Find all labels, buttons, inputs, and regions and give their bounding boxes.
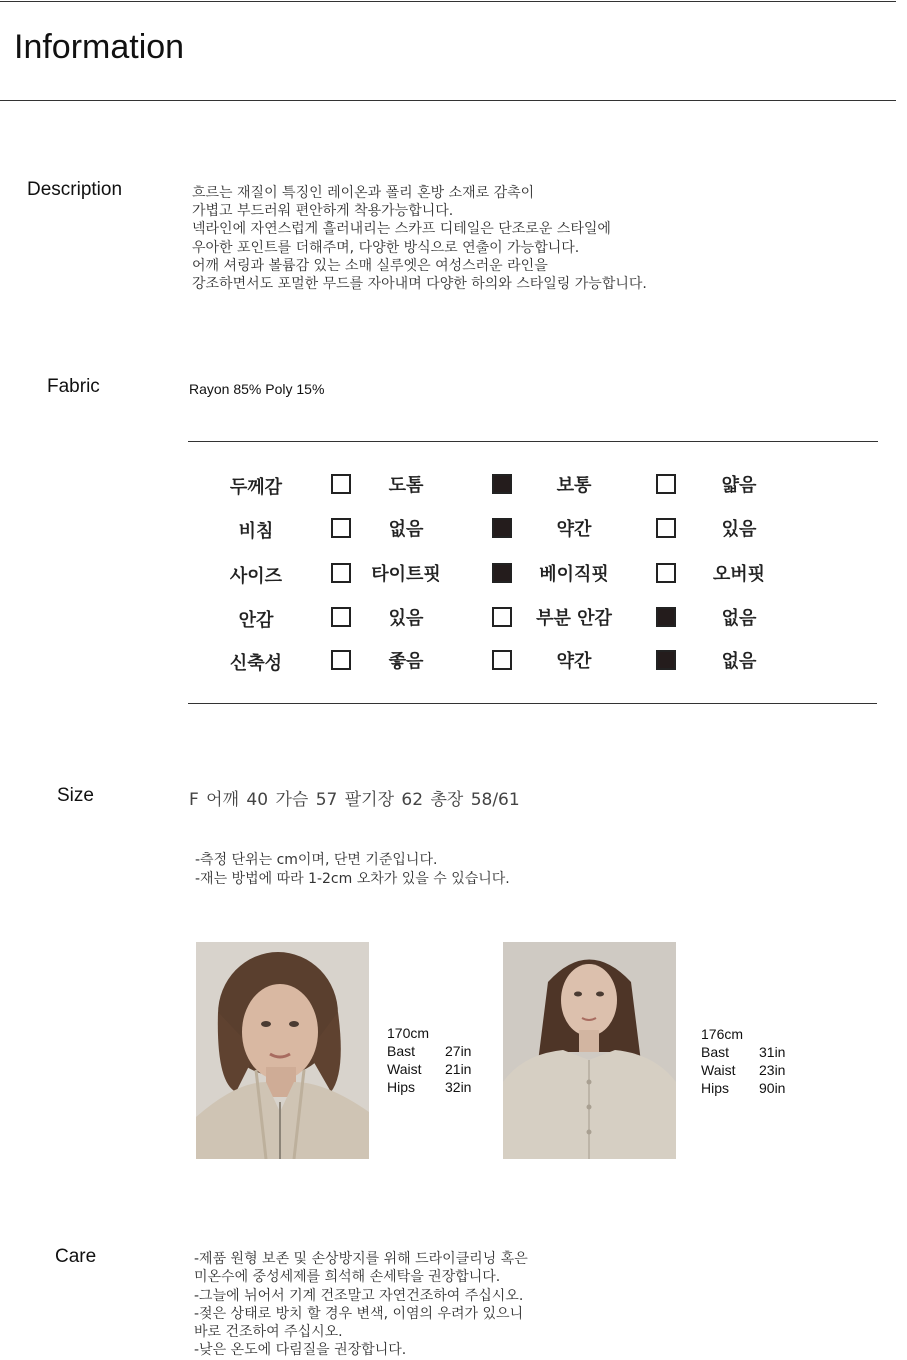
care-line: -그늘에 뉘어서 기계 건조말고 자연건조하여 주십시오. [194,1287,524,1304]
model-height: 170cm [387,1025,430,1041]
description-line: 가볍고 부드러워 편안하게 착용가능합니다. [192,203,454,220]
stat-key: Hips [387,1079,416,1095]
stat-value: 90in [759,1080,786,1096]
fabric-attribute-label: 안감 [238,610,274,631]
model-stat [701,1079,785,1097]
model-stat [387,1078,471,1096]
fabric-option-checkbox [492,518,512,538]
stat-key: Waist [701,1062,736,1078]
fabric-option-checkbox [656,607,676,627]
stat-key: Bast [701,1044,730,1060]
care-line: 바로 건조하여 주십시오. [194,1324,343,1341]
fabric-option-checkbox [492,607,512,627]
model-height: 176cm [701,1026,744,1042]
fabric-table-bottom-rule [188,703,877,704]
care-line: 미온수에 중성세제를 희석해 손세탁을 권장합니다. [194,1269,501,1286]
stat-value: 32in [445,1079,472,1095]
size-label: Size [57,785,94,806]
fabric-option-label: 얇음 [721,475,757,496]
fabric-option-label: 약간 [556,519,592,540]
fabric-option-label: 없음 [721,608,757,629]
fabric-option-label: 타이트핏 [371,564,441,585]
size-note: -측정 단위는 cm이며, 단면 기준입니다. [195,852,438,868]
fabric-option-checkbox [656,650,676,670]
stat-value: 27in [445,1043,472,1059]
fabric-option-checkbox [492,650,512,670]
fabric-option-checkbox [656,563,676,583]
fabric-option-label: 없음 [388,519,424,540]
fabric-option-label: 있음 [388,608,424,629]
description-line: 어깨 셔링과 볼륨감 있는 소매 실루엣은 여성스러운 라인을 [192,257,548,274]
fabric-attribute-label: 두께감 [229,477,283,498]
description-line: 흐르는 재질이 특징인 레이온과 폴리 혼방 소재로 감촉이 [192,185,535,201]
fabric-option-checkbox [492,563,512,583]
model-2-illustration [503,942,676,1159]
model-stat [387,1042,471,1060]
description-label: Description [27,179,123,200]
stat-value: 23in [759,1062,786,1078]
model-stat [701,1061,785,1079]
description-line: 넥라인에 자연스럽게 흘러내리는 스카프 디테일은 단조로운 스타일에 [192,221,611,238]
fabric-option-label: 약간 [556,651,592,672]
care-line: -제품 원형 보존 및 손상방지를 위해 드라이클리닝 혹은 [194,1251,528,1267]
fabric-label: Fabric [47,376,100,397]
description-line: 강조하면서도 포멀한 무드를 자아내며 다양한 하의와 스타일링 가능합니다. [192,276,647,293]
fabric-option-label: 베이직핏 [539,564,609,585]
stat-key: Bast [387,1043,416,1059]
model-photo-1 [196,942,369,1159]
top-rule [0,1,896,2]
fabric-option-label: 오버핏 [712,564,766,585]
fabric-option-label: 없음 [721,651,757,672]
model-photo-2 [503,942,676,1159]
fabric-table-top-rule [188,441,878,442]
fabric-option-checkbox [656,474,676,494]
care-line: -낮은 온도에 다림질을 권장합니다. [194,1342,407,1359]
care-line: -젖은 상태로 방치 할 경우 변색, 이염의 우려가 있으니 [194,1305,524,1322]
size-measurements: F 어깨 40 가슴 57 팔기장 62 총장 58/61 [189,790,520,810]
page-title: Information [14,28,185,66]
fabric-option-label: 좋음 [388,651,424,672]
fabric-attribute-label: 사이즈 [229,566,283,587]
fabric-option-label: 도톰 [388,475,424,496]
model-1-illustration [196,942,369,1159]
stat-value: 31in [759,1044,786,1060]
fabric-option-checkbox [492,474,512,494]
description-line: 우아한 포인트를 더해주며, 다양한 방식으로 연출이 가능합니다. [192,239,580,256]
model-stat [701,1043,785,1061]
care-text [194,1250,528,1360]
fabric-option-label: 보통 [556,475,592,496]
stat-key: Waist [387,1061,422,1077]
care-label: Care [55,1246,97,1267]
header-rule [0,100,896,101]
fabric-attribute-label: 신축성 [229,653,283,674]
model-1-measurements [387,1024,471,1096]
fabric-attribute-label: 비침 [238,521,274,542]
fabric-option-label: 있음 [721,519,757,540]
stat-value: 21in [445,1061,472,1077]
model-stat [387,1060,471,1078]
size-note: -재는 방법에 따라 1-2cm 오차가 있을 수 있습니다. [195,870,510,887]
fabric-option-checkbox [656,518,676,538]
stat-key: Hips [701,1080,730,1096]
fabric-composition: Rayon 85% Poly 15% [189,381,325,397]
fabric-option-label: 부분 안감 [536,608,612,629]
model-2-measurements [701,1025,785,1097]
description-text [192,184,647,293]
size-notes [195,851,510,888]
